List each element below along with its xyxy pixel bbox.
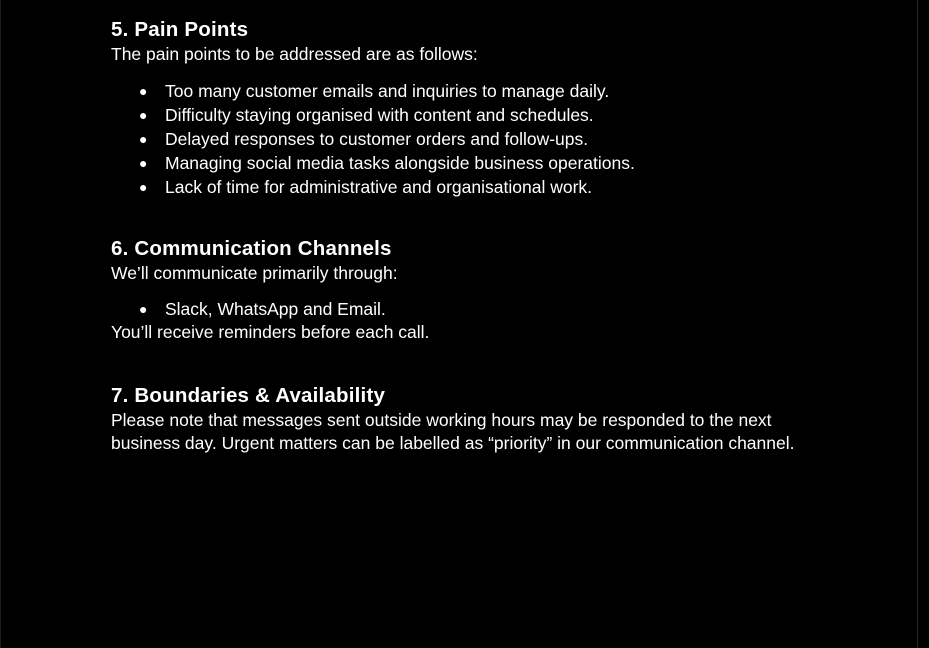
list-item [111, 175, 811, 199]
list-item-text: Managing social media tasks alongside business operations. [165, 152, 635, 173]
channels-list [111, 297, 811, 321]
list-item-text: Too many customer emails and inquiries to manage daily. [165, 80, 610, 101]
list-item [111, 127, 811, 151]
bullet-icon: ● [139, 106, 148, 123]
list-item [111, 151, 811, 175]
section-heading: 5. Pain Points [111, 18, 249, 41]
bullet-icon: ● [139, 130, 148, 147]
bullet-icon: ● [139, 82, 148, 99]
list-item-text: Delayed responses to customer orders and follow-ups. [165, 128, 589, 149]
document-content [111, 17, 811, 456]
list-item-text: Lack of time for administrative and organisational work. [165, 176, 593, 197]
section-heading: 7. Boundaries & Availability [111, 383, 386, 407]
section-communication-channels [111, 236, 811, 345]
section-heading: 6. Communication Channels [111, 236, 392, 260]
section-intro: The pain points to be addressed are as follows: [111, 44, 478, 64]
bullet-icon: ● [139, 301, 148, 317]
list-item [111, 79, 811, 103]
pain-points-list [111, 79, 811, 199]
section-boundaries-availability [111, 383, 811, 456]
section-intro: We’ll communicate primarily through: [111, 262, 398, 283]
list-item [111, 103, 811, 127]
section-pain-points [111, 17, 811, 199]
section-outro: You’ll receive reminders before each call. [111, 322, 430, 342]
list-item [111, 297, 811, 321]
list-item-text: Difficulty staying organised with content and schedules. [165, 104, 594, 125]
list-item-text: Slack, WhatsApp and Email. [165, 299, 386, 319]
bullet-icon: ● [139, 154, 148, 171]
bullet-icon: ● [139, 178, 148, 195]
section-body: Please note that messages sent outside working hours may be responded to the next business day. Urgent matters can be labelled as “priority” in our communication channel. [111, 409, 795, 453]
